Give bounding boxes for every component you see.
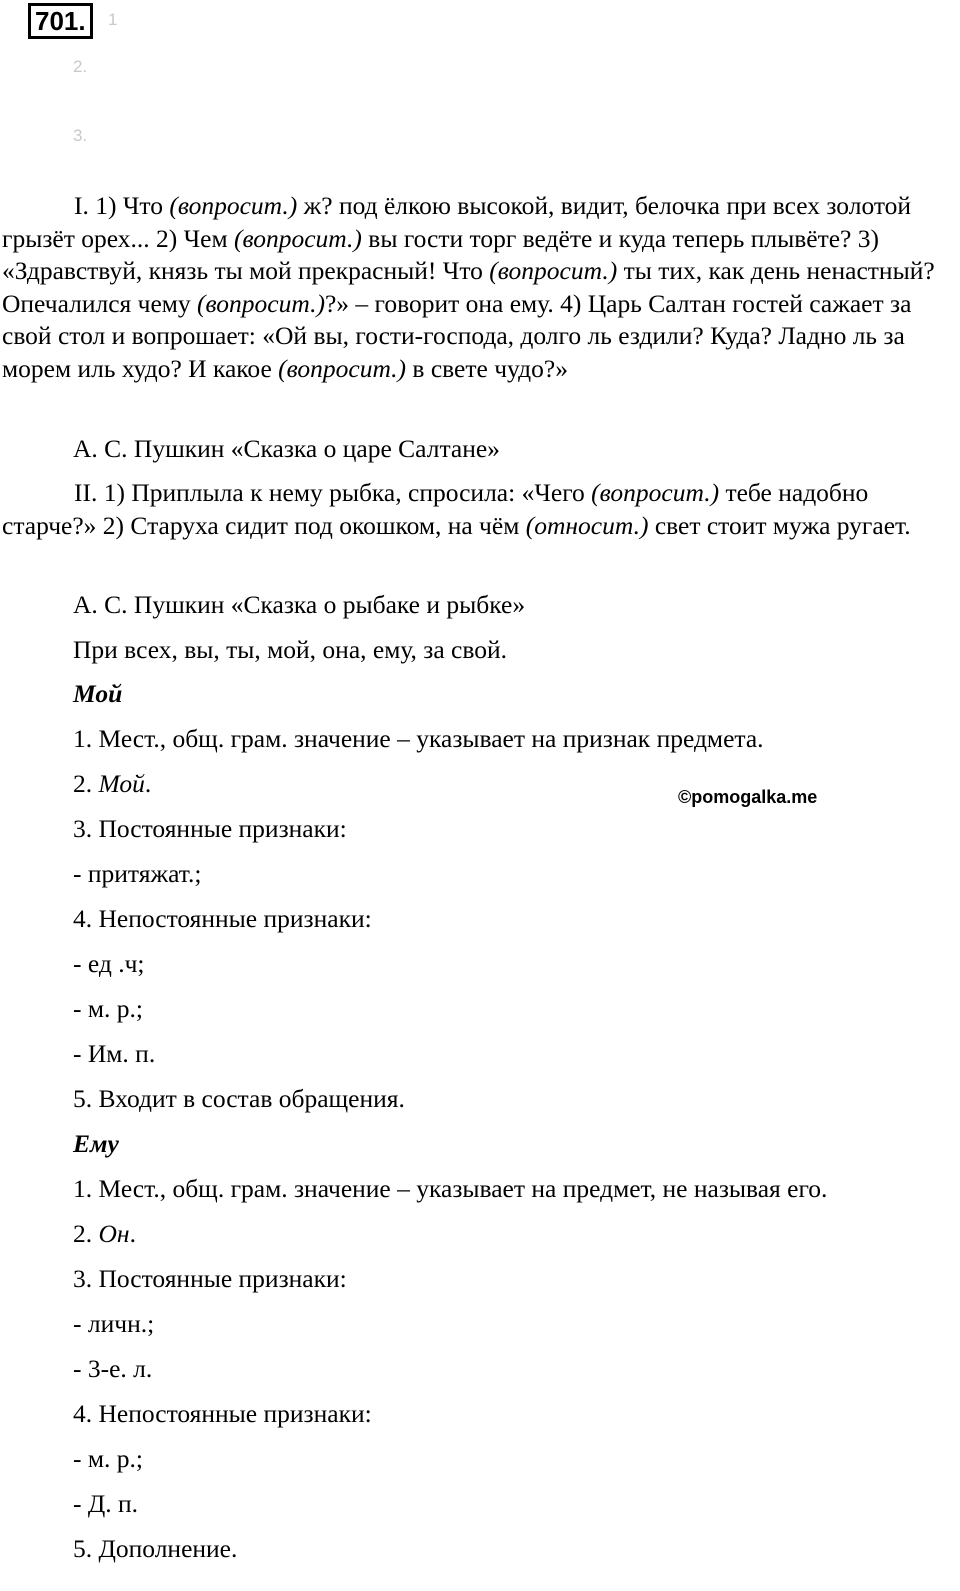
analysis-item: 2. Он. <box>73 1219 136 1248</box>
analysis-item: - Д. п. <box>73 1489 139 1518</box>
italic-annotation: (вопросит.) <box>591 478 720 507</box>
watermark: ©pomogalka.me <box>678 787 818 807</box>
source-2: А. С. Пушкин «Сказка о рыбаке и рыбке» <box>73 590 526 619</box>
analysis-item: - ед .ч; <box>73 949 145 978</box>
analysis-item: 3. Постоянные признаки: <box>73 1264 347 1293</box>
source-1: А. С. Пушкин «Сказка о царе Салтане» <box>73 434 500 463</box>
analysis-item: 2. Мой. <box>73 769 152 798</box>
analysis-heading-0: Мой <box>73 679 123 708</box>
italic-annotation: (вопросит.) <box>278 353 407 383</box>
italic-annotation: (вопросит.) <box>169 191 298 220</box>
analysis-item: 5. Входит в состав обращения. <box>73 1084 405 1113</box>
analysis-item: 1. Мест., общ. грам. значение – указывает на признак предмета. <box>73 724 764 753</box>
italic-word: Он <box>98 1219 130 1248</box>
analysis-item: - Им. п. <box>73 1039 156 1068</box>
analysis-item: - м. р.; <box>73 1444 143 1473</box>
italic-annotation: (вопросит.) <box>197 288 325 318</box>
italic-annotation: (относит.) <box>525 510 649 540</box>
section-1-paragraph: I. 1) Что (вопросит.) ж? под ёлкою высокой, видит, белочка при всех золотой грызёт орех... 2) Чем (вопросит.) вы гости торг ведёте и куда теперь плывёте? 3) «Здравствуй, князь ты мой прекрасный! Что (вопросит.) ты тих, как день ненастный? Опечалился чему (вопросит.)?» – говорит она ему. 4) Царь Салтан гостей сажает за свой стол и вопрошает: «Ой вы, гости-господа, долго ль ездили? Куда? Ладно ль за морем иль худо? И какое (вопросит.) в свете чудо?» <box>2 191 935 383</box>
analysis-heading-1: Ему <box>73 1129 119 1158</box>
analysis-item: - м. р.; <box>73 994 143 1023</box>
italic-annotation: (вопросит.) <box>234 223 362 253</box>
section-2-paragraph: II. 1) Приплыла к нему рыбка, спросила: «Чего (вопросит.) тебе надобно старче?» 2) Старуха сидит под окошком, на чём (относит.) свет стоит мужа ругает. <box>2 478 911 540</box>
analysis-item: 5. Дополнение. <box>73 1534 238 1563</box>
faint-mark-2: 2. <box>73 57 88 76</box>
pronouns-list: При всех, вы, ты, мой, она, ему, за свой. <box>73 635 508 664</box>
analysis-item: 3. Постоянные признаки: <box>73 814 347 843</box>
exercise-number: 701. <box>28 3 93 39</box>
faint-mark-1: 1 <box>108 10 118 29</box>
faint-mark-3: 3. <box>73 126 88 145</box>
analysis-item: - личн.; <box>73 1309 155 1338</box>
analysis-item: - 3-е. л. <box>73 1354 153 1383</box>
analysis-item: 1. Мест., общ. грам. значение – указывает на предмет, не называя его. <box>73 1174 828 1203</box>
analysis-item: 4. Непостоянные признаки: <box>73 1399 372 1428</box>
analysis-item: - притяжат.; <box>73 859 202 888</box>
italic-word: Мой <box>98 769 145 798</box>
italic-annotation: (вопросит.) <box>489 256 618 285</box>
analysis-item: 4. Непостоянные признаки: <box>73 904 372 933</box>
